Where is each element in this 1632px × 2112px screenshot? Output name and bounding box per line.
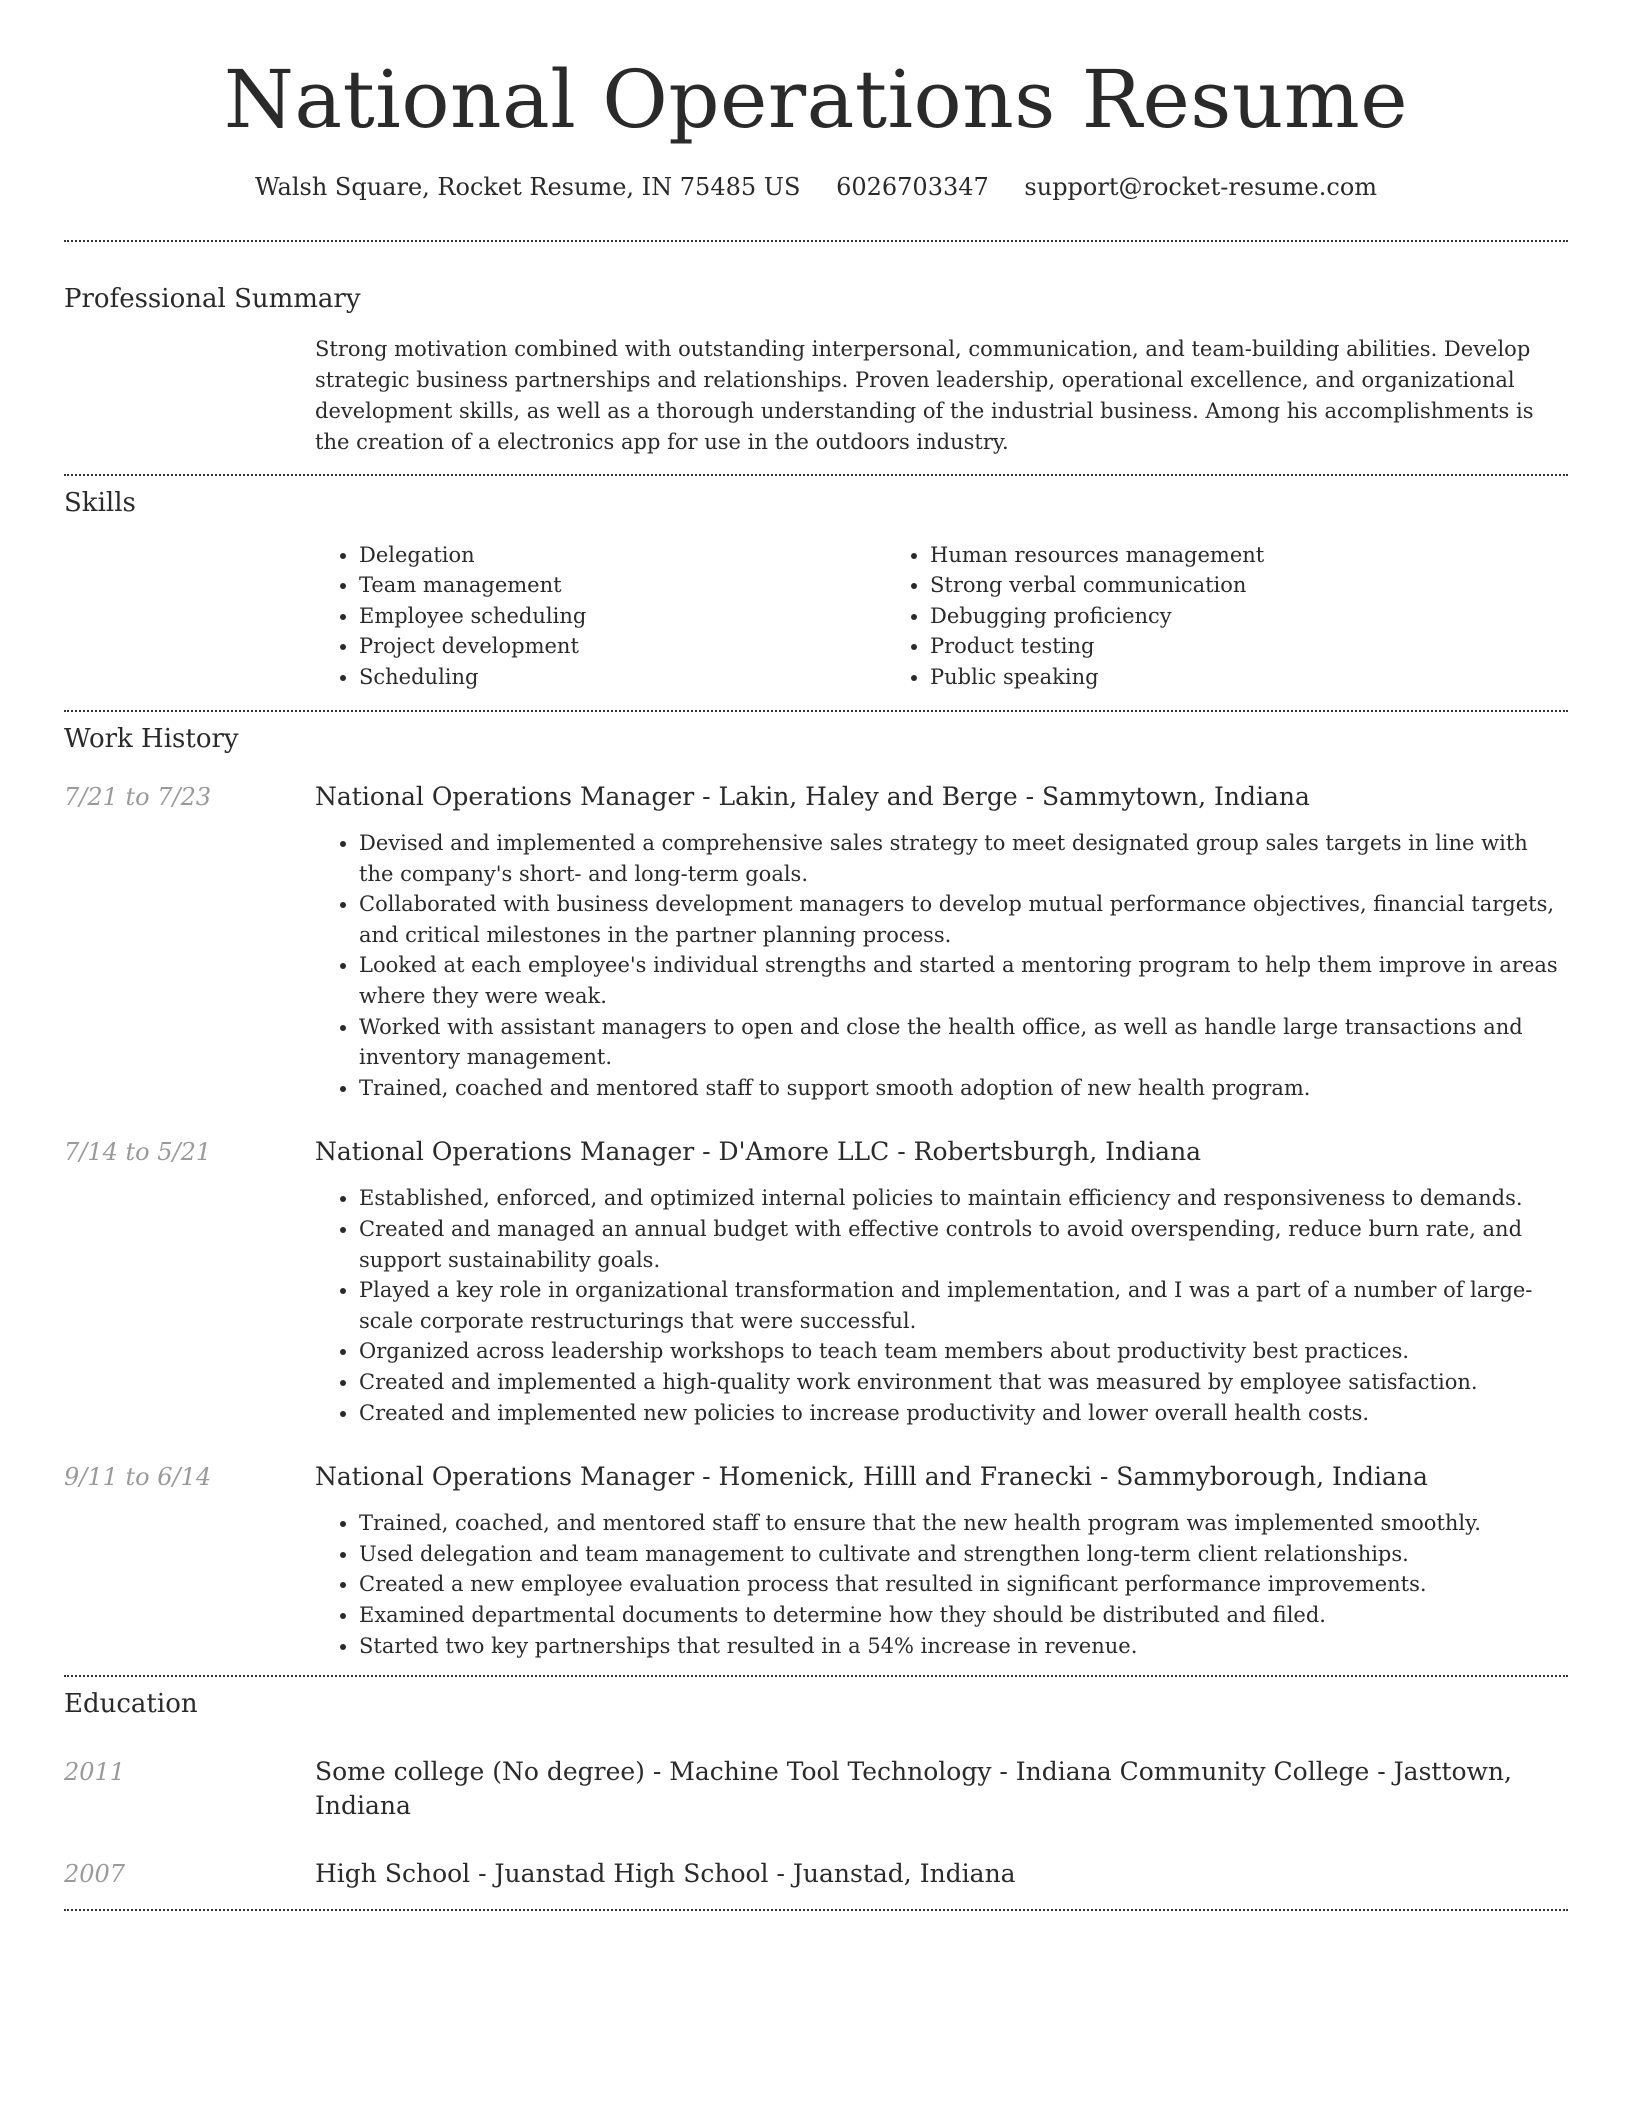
education-heading: High School - Juanstad High School - Juanstad, Indiana [315, 1859, 1016, 1889]
education-entry [64, 1857, 1568, 1891]
skills-section [64, 476, 1568, 710]
job-bullet: • Used delegation and team management to cultivate and strengthen long-term client relationships. [359, 1539, 1568, 1570]
section-title: Professional Summary [64, 284, 361, 314]
divider [64, 1909, 1568, 1911]
job-bullet: • Established, enforced, and optimized internal policies to maintain efficiency and responsiveness to demands. [359, 1183, 1568, 1214]
job-heading: National Operations Manager - Lakin, Haley and Berge - Sammytown, Indiana [315, 782, 1310, 812]
skills-grid [315, 540, 1568, 710]
job-bullets [315, 1183, 1568, 1428]
job-bullet: • Created and managed an annual budget with effective controls to avoid overspending, reduce burn rate, and support sustainability goals. [359, 1214, 1568, 1275]
job-date: 7/21 to 7/23 [64, 783, 212, 812]
job-bullet: • Trained, coached and mentored staff to support smooth adoption of new health program. [359, 1073, 1568, 1104]
job-bullet: • Created a new employee evaluation process that resulted in significant performance improvements. [359, 1569, 1568, 1600]
job-bullet: • Created and implemented a high-quality work environment that was measured by employee satisfaction. [359, 1367, 1568, 1398]
skill-item: • Scheduling [359, 662, 886, 692]
skill-item: • Strong verbal communication [930, 570, 1386, 600]
job-bullet: • Started two key partnerships that resulted in a 54% increase in revenue. [359, 1631, 1568, 1662]
resume-page [64, 0, 1568, 1911]
job-bullet: • Organized across leadership workshops to teach team members about productivity best practices. [359, 1336, 1568, 1367]
job-heading: National Operations Manager - D'Amore LLC - Robertsburgh, Indiana [315, 1137, 1202, 1167]
job-bullet: • Played a key role in organizational transformation and implementation, and I was a part of a number of large-scale corporate restructurings that were successful. [359, 1275, 1568, 1336]
job-entry [64, 1460, 1568, 1661]
job-date: 9/11 to 6/14 [64, 1463, 212, 1492]
skill-item: • Delegation [359, 540, 886, 570]
skills-list-left [315, 540, 886, 692]
skill-item: • Employee scheduling [359, 601, 886, 631]
education-date: 2011 [64, 1758, 126, 1787]
job-heading: National Operations Manager - Homenick, Hilll and Franecki - Sammyborough, Indiana [315, 1462, 1428, 1492]
job-bullet: • Looked at each employee's individual strengths and started a mentoring program to help them improve in areas where they were weak. [359, 950, 1568, 1011]
contact-email: support@rocket-resume.com [1024, 173, 1378, 201]
job-bullets [315, 1508, 1568, 1661]
section-title: Education [64, 1689, 198, 1720]
skill-item: • Team management [359, 570, 886, 600]
skill-item: • Product testing [930, 631, 1386, 661]
job-bullet: • Trained, coached, and mentored staff to ensure that the new health program was implemented smoothly. [359, 1508, 1568, 1539]
education-section [64, 1677, 1568, 1909]
job-bullet: • Devised and implemented a comprehensive sales strategy to meet designated group sales targets in line with the company's short- and long-term goals. [359, 828, 1568, 889]
contact-line [64, 170, 1568, 204]
job-entry [64, 1135, 1568, 1428]
contact-address: Walsh Square, Rocket Resume, IN 75485 US [254, 173, 801, 201]
job-bullet: • Collaborated with business development managers to develop mutual performance objectives, financial targets, and critical milestones in the partner planning process. [359, 889, 1568, 950]
section-title: Work History [64, 724, 239, 755]
education-heading: Some college (No degree) - Machine Tool Technology - Indiana Community College - Jasttown, Indiana [315, 1757, 1512, 1821]
job-bullet: • Created and implemented new policies to increase productivity and lower overall health costs. [359, 1398, 1568, 1429]
contact-phone: 6026703347 [836, 173, 989, 201]
summary-text: Strong motivation combined with outstanding interpersonal, communication, and team-building abilities. Develop strategic business partnerships and relationships. Proven leadership, operational excellence, and organizational development skills, as well as a thorough understanding of the industrial business. Among his accomplishments is the creation of a electronics app for use in the outdoors industry. [315, 337, 1534, 454]
job-bullet: • Worked with assistant managers to open and close the health office, as well as handle large transactions and inventory management. [359, 1012, 1568, 1073]
section-title: Skills [64, 488, 136, 518]
education-date: 2007 [64, 1860, 126, 1889]
job-bullet: • Examined departmental documents to determine how they should be distributed and filed. [359, 1600, 1568, 1631]
job-date: 7/14 to 5/21 [64, 1138, 212, 1167]
work-section [64, 712, 1568, 1675]
skill-item: • Project development [359, 631, 886, 661]
skill-item: • Public speaking [930, 662, 1386, 692]
skills-list-right [886, 540, 1386, 692]
skill-item: • Human resources management [930, 540, 1386, 570]
summary-section [64, 242, 1568, 474]
resume-name: National Operations Resume [223, 53, 1409, 146]
job-entry [64, 780, 1568, 1103]
job-bullets [315, 828, 1568, 1103]
education-entry [64, 1755, 1568, 1823]
skill-item: • Debugging proficiency [930, 601, 1386, 631]
